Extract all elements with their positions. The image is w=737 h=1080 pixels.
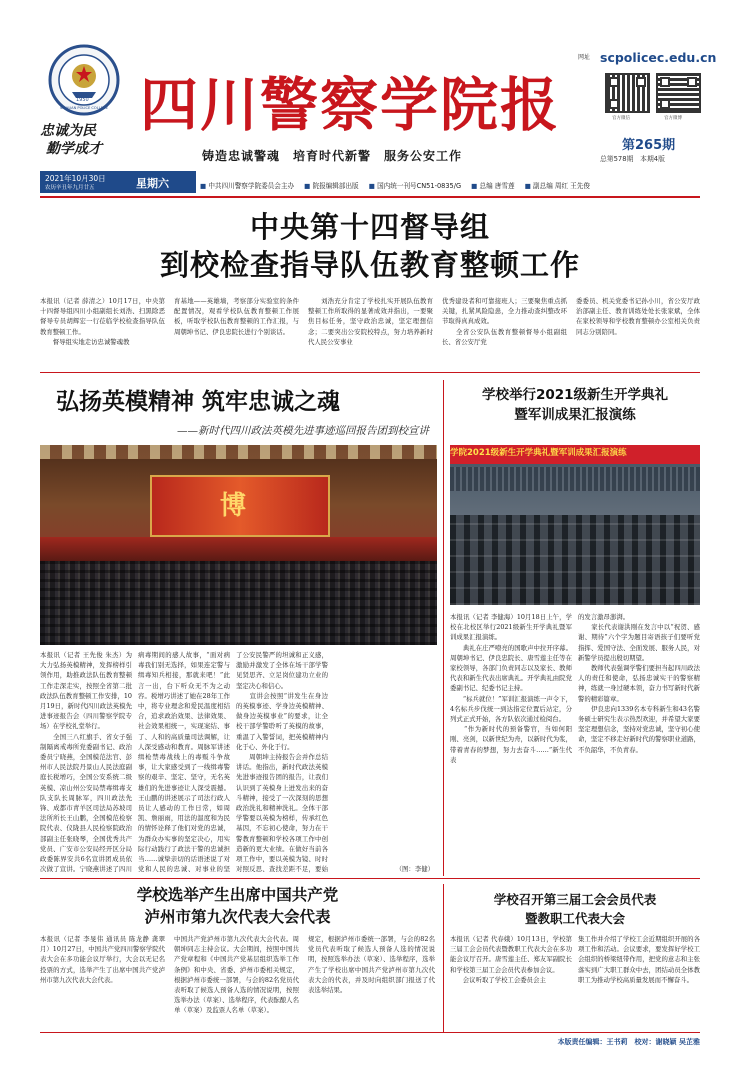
- bottom-column-divider: [443, 884, 444, 1032]
- ceremony-banner: 学院2021级新生开学典礼暨军训成果汇报演练: [450, 448, 627, 458]
- info-sponsor: ■ 中共四川警察学院委员会主办: [200, 182, 295, 190]
- info-publisher: ■ 院报编辑部出版: [304, 182, 359, 190]
- lead-col-4: 优秀建设者和可靠接班人；三要聚焦重点抓关键，扎紧风险隐患，全力推动查纠整改环节取得真真成效。 全省公安队伍教育整顿督导小组副组长、省公安厅党: [442, 297, 567, 346]
- qr-code-weibo[interactable]: [656, 73, 701, 113]
- qr-label-weibo: 官方微博: [664, 116, 682, 121]
- bottom-left-col-1: 本报讯（记者 李旻伟 通讯员 陈龙静 龚翠月）10月27日，中国共产党四川警察学院代表大会在多功能会议厅举行，大会以无记名投票的方式，选举产生了出席中国共产党泸州市第九次代表大会代表。: [40, 935, 165, 984]
- slogan: 铸造忠诚警魂 培育时代新警 服务公安工作: [202, 149, 463, 163]
- motto-line1: 忠诚为民: [40, 123, 96, 139]
- motto-line2: 勤学成才: [46, 141, 102, 157]
- left-col-2: 病毒期间的感人故事，“面对病毒我们别无选择，如果连定警与缉毒知兵相接，那就来吧！”此言一出，台下听众无不为之动容。税增巧讲述了她在28年工作中，将专业理念和爱民温度相结合，追求政治效果、法律效果、社会效果相统一，实现案结、事了、人和的高质量司法调解，让人深受感动和教育。周脉军讲述缉枪禁毒战线上的毒贩斗争故事，让大家感受到了一线缉毒警察的艰辛、坚定、坚守，无名英雄们的先进事迹让人深受震撼。王山鹏的讲述展示了司法行政人员让人感动的工作日常，如周凯、詹丽雨，用法的温度和为民的情怀诠释了他们对党的忠诚，为群众办实事的坚定决心，用实际行动践行了政法干警的忠诚担当……诚挚亲切的话语述说了对党和人民的忠诚、对事业的坚: [138, 651, 230, 874]
- info-chief-editor: ■ 总编 唐雪莲: [471, 182, 515, 190]
- date-box: [40, 171, 196, 193]
- lead-headline-1: 中央第十四督导组: [249, 210, 490, 244]
- military-training-photo: [450, 445, 700, 605]
- bottom-right-headline-2: 暨教职工代表大会: [524, 911, 625, 926]
- lead-divider: [40, 372, 700, 373]
- college-seal: [48, 44, 120, 116]
- masthead: [0, 0, 737, 196]
- bottom-right-col-1: 本报讯（记者 代春娥）10月13日，学校第三届工会会员代表暨教职工代表大会在多功能会议厅召开。唐雪莲主任、郑友军副院长和学校第三届工会会员代表参加会议。 会议听取了学校工会委员会主: [450, 935, 572, 984]
- qr-label-wechat: 官方微信: [612, 116, 630, 121]
- lead-col-3: 刘浩充分肯定了学校扎实开展队伍教育整顿工作所取得的显著成效并指出，一要聚焦目标任务，坚守政治忠诚，坚定理想信念；二要突出公安院校特点，努力培养新时代人民公安事业: [308, 297, 433, 346]
- footer-editor: 本版责任编辑：王书莉 校对：谢晓颖 吴芷雅: [557, 1038, 700, 1046]
- photo-credit: （图：李健）: [395, 864, 434, 873]
- weekday: 星期六: [136, 177, 169, 190]
- website-label: 网址: [578, 54, 591, 61]
- paper-title: 四川警察学院报: [140, 71, 561, 139]
- website[interactable]: scpolicec.edu.cn: [600, 50, 717, 65]
- lead-headline-2: 到校检查指导队伍教育整顿工作: [159, 248, 580, 282]
- seal-text: SICHUAN POLICE COLLEGE: [59, 106, 109, 110]
- lunar-date: 农历辛丑年九月廿五: [45, 185, 95, 191]
- left-col-3: 了公安民警严的坦诚和正义感，激励并激发了全体在场干部学警见贤思齐、立足岗位建功立业的坚定决心和信心。 宣讲会按照“讲发生在身边的英模事迹、学身边英模精神、做身边英模事业”的要求，让全校干部学警聆听了英模的故事，重温了入警誓词，把英模精神内化于心、外化于行。 周朝坤主持报告会并作总结讲话。他指出，新时代政法英模先进事迹报告团的报告，让我们认识到了英模身上迸发出来的奋斗精神，接受了一次深刻的思想政治洗礼和精神洗礼。全体干部学警要以英模为榜样，传承红色基因，不忘初心使命，努力在干警教育整顿和学校各项工作中创造新的更大业绩。在做好当前各项工作中，要以英模为镜、时时对照反思、查找差距不足，要始: [236, 651, 328, 874]
- bottom-left-col-3: 规定，根据泸州市委统一部署，与会的82名党员代表听取了候选人预备人选的情况说明，按照选举办法（草案）、选举程序，选举产生了学校出席中国共产党泸州市第九次代表大会的代表，并及时向组织部门报送了代表选举结果。: [308, 935, 435, 995]
- seal-year: 1950: [76, 97, 89, 103]
- bottom-right-col-2: 集工作并介绍了学校工会近期组织开展的各项工作和活动。会议要求，要发挥好学校工会组织的桥梁纽带作用，把党的意志和主张落实到广大职工群众中去，团结动员全体教职工为推动学校高质量发展而不懈奋斗。: [578, 935, 700, 984]
- bottom-left-col-2: 中国共产党泸州市第九次代表大会代表。周朝坤同志主持会议。大会期间，按照中国共产党章程和《中国共产党基层组织选举工作条例》和中央、省委、泸州市委相关规定，根据泸州市委统一部署，与会的82名党员代表听取了候选人预备人选的情况说明，按照选举办法（草案）、选举程序，代表酝酿人名单（草案）及监票人名单（草案）。: [174, 935, 299, 1015]
- masthead-divider: [40, 196, 700, 198]
- info-deputy-editor: ■ 副总编 周红 王先俊: [524, 182, 590, 190]
- lead-col-2: 育基地——英雄墙，考察部分实验室的条件配置情况，观看学校队伍教育整顿工作展板，听取学校队伍教育整顿的工作汇报，与周朝坤书记、伊良忠院长进行个别谈话。: [174, 297, 299, 336]
- motto: [40, 122, 130, 158]
- lead-col-1: 本报讯（记者 薛清之）10月17日，中央第十四督导组四川小组副组长刘浩、扫黑除恶督导专员胡辉宏一行莅临学校检查指导队伍教育整顿工作。 督导组实地走访忠诚警魂教: [40, 297, 165, 346]
- info-cn-number: ■ 国内统一刊号CN51-0835/G: [368, 182, 462, 190]
- issue-number: 第265期: [622, 138, 676, 153]
- right-headline-2: 暨军训成果汇报演练: [514, 407, 636, 423]
- right-col-2: 的发言激昂澎湃。 家长代表谢洪刚在发言中以“祝贺、感谢、期待”六个字为题目寄语孩子们要听党指挥、爱国守法、全面发展、服务人民，对新警学员提出殷切期望。 教师代表强调学警们要担当起四川政法人的责任和使命，弘扬忠诚实干的警察精神，练就一身过硬本领，奋力书写新时代新警的精彩篇章。 伊良忠向1339名本专科新生和43名警务硕士研究生表示热烈欢迎，并希望大家要坚定理想信念，坚持对党忠诚，坚守初心使命，坚定不移走好新时代的警察职业道路，不负韶华，不负青春。: [578, 613, 700, 754]
- left-col-1: 本报讯（记者 王先俊 朱杰）为大力弘扬英模精神，发挥榜样引领作用，助推政法队伍教育整顿工作走深走实，按照全省第二批政法队伍教育整顿工作安排，10月19日，新时代四川政法英模先进事迹报告会（四川警察学院专场）在学校礼堂举行。 全国三八红旗手、省女子强制隔离戒毒所党委副书记、政治委员宁晓燕，全国模范法官、彭州市人民法院丹景山人民法庭副庭长税增巧，全国公安系统二级英模、凉山州公安局禁毒缉毒支队支队长周脉军，四川政法先锋、成都市青羊区司法局苏坡司法所所长王山鹏，全国模范检察院代表、仪陇县人民检察院政治部副主任张晓琴，全国优秀共产党员、广安市公安局经开区分局政委陈界安共6名宣讲团成员依次做了宣讲。宁晓燕讲述了四川: [40, 651, 132, 874]
- stage-banner-text: 博: [220, 491, 247, 521]
- footer-rule: [40, 1032, 700, 1033]
- auditorium-photo: [40, 445, 437, 645]
- left-col-4: [334, 650, 434, 874]
- bottom-right-headline-1: 学校召开第三届工会会员代表: [493, 892, 657, 907]
- qr-code-wechat[interactable]: [605, 73, 650, 113]
- lower-divider: [40, 878, 700, 879]
- right-col-1: 本报讯（记者 李健海）10月18日上午，学校在北校区举行2021级新生开学典礼暨军训成果汇报演练。 典礼在庄严嘹亮的国歌声中拉开序幕。周朝坤书记、伊良忠院长、唐雪莲主任等在家校领导，各部门负责同志以及家长、教师代表和新生代表出席典礼。开学典礼由院党委副书记、纪委书记主持。 “标兵就位！”军训汇报演练一声令下，4名标兵步伐统一到达指定位置后站定，分列式正式开始，各方队依次通过检阅台。 “作为新时代的预备警官，当如何阳刚、亮剑，以新世纪为舟，以新时代为浆，带着青春的梦想，努力去奋斗……”新生代表: [450, 613, 572, 764]
- column-divider: [443, 380, 444, 876]
- issue-total: 总第578期 本期4版: [600, 155, 665, 163]
- left-subhead: ——新时代四川政法英模先进事迹巡回报告团到校宣讲: [177, 425, 429, 437]
- issue-date: 2021年10月30日: [45, 174, 106, 183]
- left-headline: 弘扬英模精神 筑牢忠诚之魂: [56, 389, 341, 415]
- info-strip: [200, 180, 700, 192]
- right-headline-1: 学校举行2021级新生开学典礼: [481, 387, 669, 403]
- lead-col-5: 委委员、机关党委书记孙小川，省公安厅政治部副主任、教育训练处处长张家斌，全体在家校领导和学校教育整顿办公室相关负责同志分别陪同。: [576, 297, 700, 336]
- bottom-left-headline-2: 泸州市第九次代表大会代表: [144, 908, 331, 926]
- bottom-left-headline-1: 学校选举产生出席中国共产党: [136, 886, 339, 904]
